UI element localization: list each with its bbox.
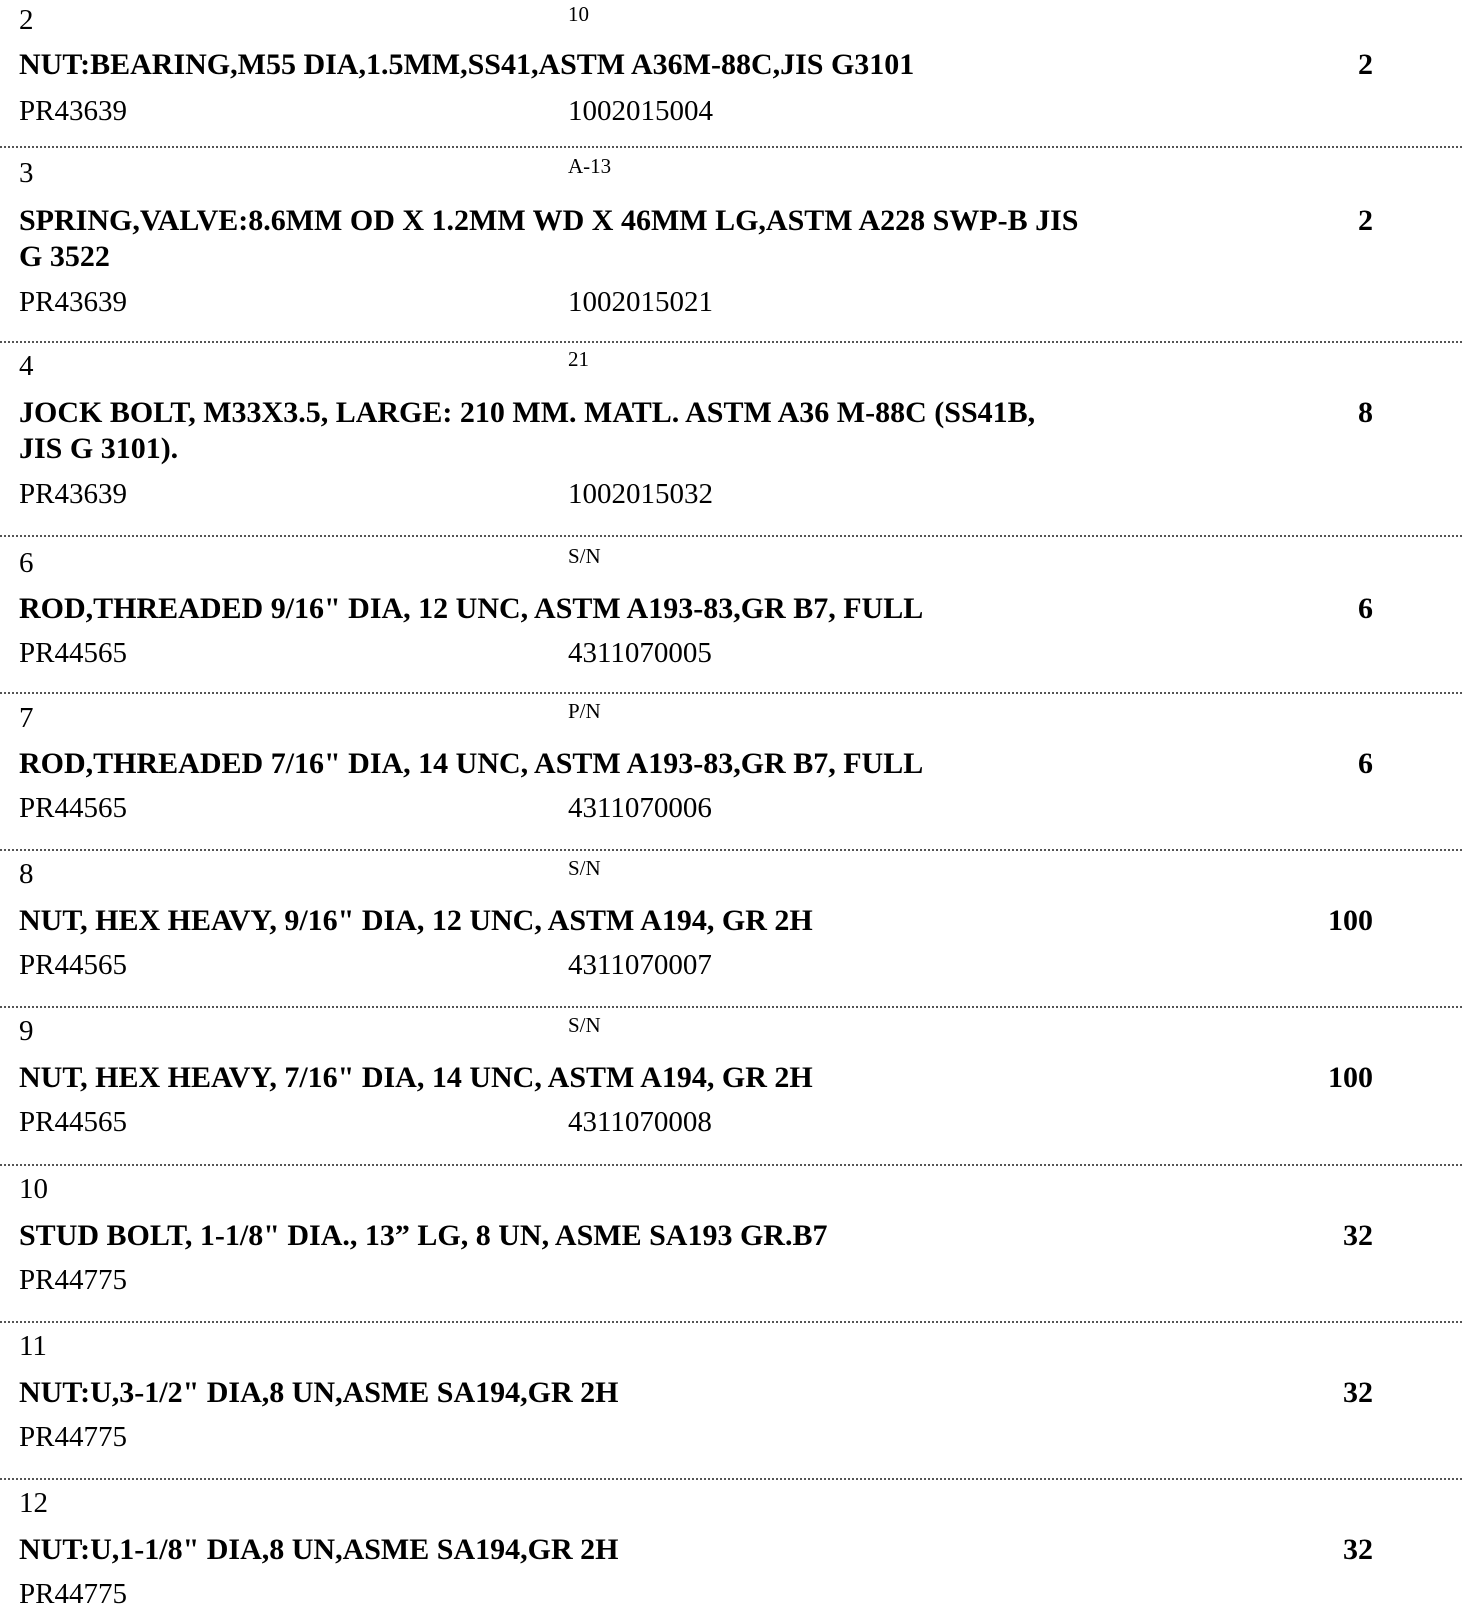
item-quantity: 2 bbox=[1358, 48, 1373, 81]
parts-list-item bbox=[0, 1321, 1462, 1478]
purchase-request-number: PR44565 bbox=[19, 792, 127, 824]
row-divider bbox=[0, 1006, 1462, 1008]
item-reference: S/N bbox=[568, 856, 601, 880]
item-quantity: 32 bbox=[1343, 1219, 1373, 1252]
item-quantity: 100 bbox=[1328, 904, 1373, 937]
parts-list-item bbox=[0, 1164, 1462, 1321]
item-reference: 21 bbox=[568, 347, 589, 371]
item-number: 4 bbox=[19, 350, 34, 382]
item-description: NUT:U,1-1/8" DIA,8 UN,ASME SA194,GR 2H bbox=[19, 1533, 619, 1566]
row-divider bbox=[0, 692, 1462, 694]
item-number: 7 bbox=[19, 702, 34, 734]
purchase-request-number: PR44775 bbox=[19, 1578, 127, 1610]
purchase-request-number: PR44775 bbox=[19, 1264, 127, 1296]
item-reference: A-13 bbox=[568, 154, 612, 178]
item-description: ROD,THREADED 7/16" DIA, 14 UNC, ASTM A193-83,GR B7, FULL bbox=[19, 747, 924, 780]
item-reference: 10 bbox=[568, 2, 589, 26]
parts-list-item bbox=[0, 0, 1462, 146]
item-description: JOCK BOLT, M33X3.5, LARGE: 210 MM. MATL. ASTM A36 M-88C (SS41B, JIS G 3101). bbox=[19, 396, 1036, 465]
material-code: 1002015004 bbox=[568, 95, 713, 127]
row-divider bbox=[0, 535, 1462, 537]
material-code: 4311070006 bbox=[568, 792, 712, 824]
material-code: 4311070005 bbox=[568, 637, 712, 669]
item-number: 2 bbox=[19, 4, 34, 36]
item-description: NUT:U,3-1/2" DIA,8 UN,ASME SA194,GR 2H bbox=[19, 1376, 619, 1409]
parts-list-item bbox=[0, 692, 1462, 849]
purchase-request-number: PR44565 bbox=[19, 949, 127, 981]
purchase-request-number: PR44565 bbox=[19, 1106, 127, 1138]
item-quantity: 32 bbox=[1343, 1533, 1373, 1566]
purchase-request-number: PR43639 bbox=[19, 478, 127, 510]
item-quantity: 32 bbox=[1343, 1376, 1373, 1409]
purchase-request-number: PR44775 bbox=[19, 1421, 127, 1453]
item-number: 9 bbox=[19, 1015, 34, 1047]
item-description: NUT, HEX HEAVY, 9/16" DIA, 12 UNC, ASTM A194, GR 2H bbox=[19, 904, 813, 937]
material-code: 1002015021 bbox=[568, 286, 713, 318]
purchase-request-number: PR44565 bbox=[19, 637, 127, 669]
item-description: STUD BOLT, 1-1/8" DIA., 13” LG, 8 UN, ASME SA193 GR.B7 bbox=[19, 1219, 828, 1252]
item-description: ROD,THREADED 9/16" DIA, 12 UNC, ASTM A193-83,GR B7, FULL bbox=[19, 592, 924, 625]
item-number: 10 bbox=[19, 1173, 48, 1205]
purchase-request-number: PR43639 bbox=[19, 286, 127, 318]
item-number: 3 bbox=[19, 157, 34, 189]
item-quantity: 6 bbox=[1358, 592, 1373, 625]
item-quantity: 100 bbox=[1328, 1061, 1373, 1094]
item-reference: P/N bbox=[568, 699, 601, 723]
parts-list-item bbox=[0, 535, 1462, 692]
parts-list-item bbox=[0, 341, 1462, 535]
parts-list-item bbox=[0, 1478, 1462, 1622]
item-number: 8 bbox=[19, 858, 34, 890]
item-quantity: 2 bbox=[1358, 204, 1373, 237]
item-description: SPRING,VALVE:8.6MM OD X 1.2MM WD X 46MM LG,ASTM A228 SWP-B JIS G 3522 bbox=[19, 204, 1079, 273]
row-divider bbox=[0, 1164, 1462, 1166]
item-reference: S/N bbox=[568, 1013, 601, 1037]
row-divider bbox=[0, 1478, 1462, 1480]
item-description: NUT:BEARING,M55 DIA,1.5MM,SS41,ASTM A36M-88C,JIS G3101 bbox=[19, 48, 915, 81]
item-reference: S/N bbox=[568, 544, 601, 568]
material-code: 4311070008 bbox=[568, 1106, 712, 1138]
parts-list-item bbox=[0, 849, 1462, 1006]
purchase-request-number: PR43639 bbox=[19, 95, 127, 127]
item-quantity: 8 bbox=[1358, 396, 1373, 429]
item-quantity: 6 bbox=[1358, 747, 1373, 780]
item-number: 11 bbox=[19, 1330, 47, 1362]
item-number: 6 bbox=[19, 547, 34, 579]
item-number: 12 bbox=[19, 1487, 48, 1519]
row-divider bbox=[0, 849, 1462, 851]
material-code: 4311070007 bbox=[568, 949, 712, 981]
row-divider bbox=[0, 146, 1462, 148]
material-code: 1002015032 bbox=[568, 478, 713, 510]
item-description: NUT, HEX HEAVY, 7/16" DIA, 14 UNC, ASTM A194, GR 2H bbox=[19, 1061, 813, 1094]
parts-list-item bbox=[0, 1006, 1462, 1163]
row-divider bbox=[0, 1321, 1462, 1323]
parts-list-item bbox=[0, 146, 1462, 341]
row-divider bbox=[0, 341, 1462, 343]
